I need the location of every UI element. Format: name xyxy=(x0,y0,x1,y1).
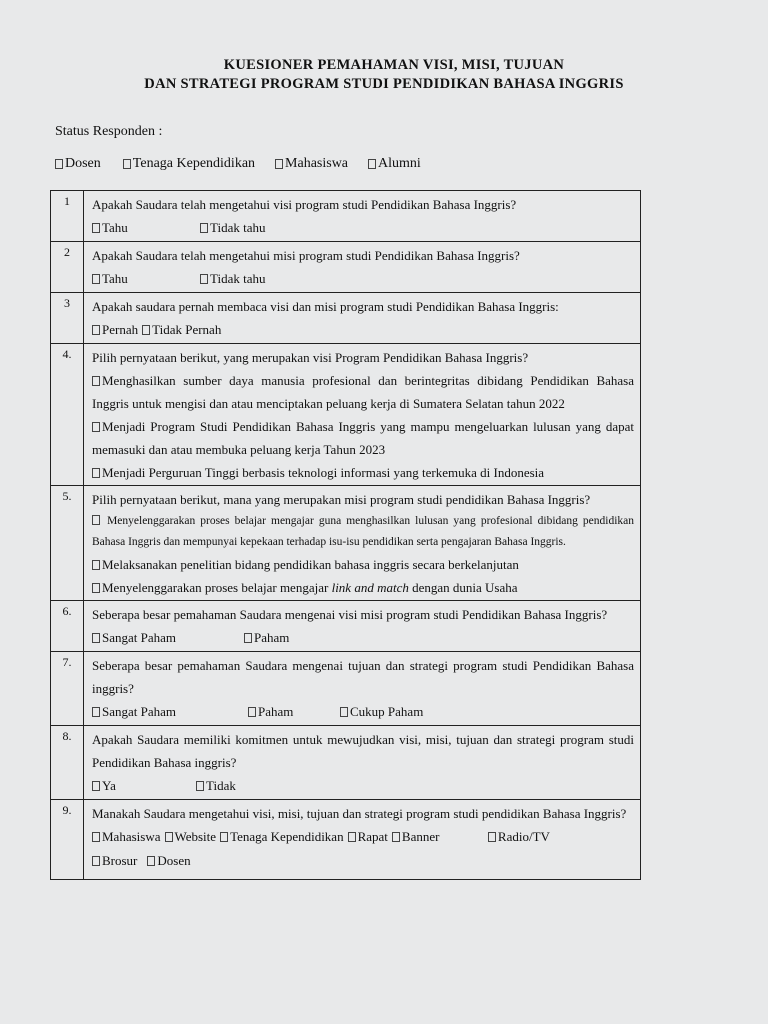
option-visi-b[interactable]: Menjadi Program Studi Pendidikan Bahasa Inggris yang mampu mengeluarkan lulusan yang dapat memasuki dan atau membuka peluang kerja Tahun 2023 xyxy=(92,419,634,457)
checkbox-icon[interactable] xyxy=(92,515,100,525)
question-number: 4. xyxy=(51,344,84,486)
question-text: Seberapa besar pemahaman Saudara mengenai visi misi program studi Pendidikan Bahasa Inggris? xyxy=(92,607,608,622)
option-visi-a[interactable]: Menghasilkan sumber daya manusia profesional dan berintegritas dibidang Pendidikan Bahasa Inggris untuk mengisi dan atau menciptakan peluang kerja di Sumatera Selatan tahun 2022 xyxy=(92,373,634,411)
option-tahu[interactable]: Tahu xyxy=(92,267,200,291)
question-number: 2 xyxy=(51,242,84,293)
checkbox-icon[interactable] xyxy=(55,159,63,169)
question-row-1 xyxy=(51,191,641,242)
option-radio-tv[interactable]: Radio/TV xyxy=(488,825,550,849)
status-option-mahasiswa[interactable]: Mahasiswa xyxy=(275,156,348,172)
option-misi-b[interactable]: Melaksanakan penelitian bidang pendidikan bahasa inggris secara berkelanjutan xyxy=(92,553,634,576)
checkbox-icon[interactable] xyxy=(340,707,348,717)
question-row-2 xyxy=(51,242,641,293)
checkbox-icon[interactable] xyxy=(392,832,400,842)
questionnaire-table xyxy=(50,190,641,880)
checkbox-icon[interactable] xyxy=(200,223,208,233)
option-website[interactable]: Website xyxy=(165,825,217,849)
question-text: Apakah saudara pernah membaca visi dan misi program studi Pendidikan Bahasa Inggris: xyxy=(92,299,559,314)
option-rapat[interactable]: Rapat xyxy=(348,825,388,849)
option-mahasiswa[interactable]: Mahasiswa xyxy=(92,825,161,849)
checkbox-icon[interactable] xyxy=(92,633,100,643)
document-title-line2: DAN STRATEGI PROGRAM STUDI PENDIDIKAN BAHASA INGGRIS xyxy=(144,76,624,92)
checkbox-icon[interactable] xyxy=(196,781,204,791)
checkbox-icon[interactable] xyxy=(220,832,228,842)
option-tenaga-kependidikan[interactable]: Tenaga Kependidikan xyxy=(220,825,344,849)
checkbox-icon[interactable] xyxy=(92,468,100,478)
question-text: Pilih pernyataan berikut, mana yang merupakan misi program studi pendidikan Bahasa Inggris? xyxy=(92,492,591,507)
option-paham[interactable]: Paham xyxy=(244,626,289,650)
question-row-3 xyxy=(51,293,641,344)
option-sangat-paham[interactable]: Sangat Paham xyxy=(92,626,244,650)
checkbox-icon[interactable] xyxy=(142,325,150,335)
question-row-6 xyxy=(51,601,641,652)
question-number: 9. xyxy=(51,800,84,880)
option-pernah[interactable]: Pernah xyxy=(92,318,138,342)
question-number: 3 xyxy=(51,293,84,344)
checkbox-icon[interactable] xyxy=(275,159,283,169)
option-misi-a[interactable]: Menyelenggarakan proses belajar mengajar guna menghasilkan lulusan yang profesional dibidang pendidikan Bahasa Inggris dan mempunyai kepekaan terhadap isu-isu pendidikan serta pengajaran Bahasa Inggris. xyxy=(92,515,635,548)
question-number: 5. xyxy=(51,486,84,601)
checkbox-icon[interactable] xyxy=(92,832,100,842)
question-text: Seberapa besar pemahaman Saudara mengenai tujuan dan strategi program studi Pendidikan Bahasa inggris? xyxy=(92,658,634,696)
question-row-9 xyxy=(51,800,641,880)
checkbox-icon[interactable] xyxy=(488,832,496,842)
status-option-tenaga[interactable]: Tenaga Kependidikan xyxy=(123,156,255,172)
checkbox-icon[interactable] xyxy=(368,159,376,169)
document-title-line1: KUESIONER PEMAHAMAN VISI, MISI, TUJUAN xyxy=(223,57,565,73)
question-number: 6. xyxy=(51,601,84,652)
checkbox-icon[interactable] xyxy=(248,707,256,717)
status-options xyxy=(55,156,441,172)
question-text: Apakah Saudara telah mengetahui misi program studi Pendidikan Bahasa Inggris? xyxy=(92,248,520,263)
status-option-alumni[interactable]: Alumni xyxy=(368,156,421,172)
question-number: 7. xyxy=(51,652,84,726)
option-tidak[interactable]: Tidak xyxy=(196,774,236,798)
option-ya[interactable]: Ya xyxy=(92,774,196,798)
checkbox-icon[interactable] xyxy=(92,223,100,233)
checkbox-icon[interactable] xyxy=(348,832,356,842)
checkbox-icon[interactable] xyxy=(147,856,155,866)
question-row-4 xyxy=(51,344,641,486)
checkbox-icon[interactable] xyxy=(92,583,100,593)
option-misi-c[interactable]: Menyelenggarakan proses belajar mengajar link and match dengan dunia Usaha xyxy=(92,576,634,599)
status-label: Status Responden : xyxy=(55,124,163,139)
question-text: Pilih pernyataan berikut, yang merupakan visi Program Pendidikan Bahasa Inggris? xyxy=(92,350,529,365)
option-paham[interactable]: Paham xyxy=(248,700,340,724)
question-row-5 xyxy=(51,486,641,601)
question-row-8 xyxy=(51,726,641,800)
question-row-7 xyxy=(51,652,641,726)
checkbox-icon[interactable] xyxy=(92,274,100,284)
question-text: Apakah Saudara memiliki komitmen untuk mewujudkan visi, misi, tujuan dan strategi program studi Pendidikan Bahasa inggris? xyxy=(92,732,634,770)
status-option-dosen[interactable]: Dosen xyxy=(55,156,101,172)
checkbox-icon[interactable] xyxy=(244,633,252,643)
option-banner[interactable]: Banner xyxy=(392,825,488,849)
checkbox-icon[interactable] xyxy=(92,560,100,570)
option-dosen[interactable]: Dosen xyxy=(147,849,190,873)
checkbox-icon[interactable] xyxy=(123,159,131,169)
option-sangat-paham[interactable]: Sangat Paham xyxy=(92,700,248,724)
question-text: Apakah Saudara telah mengetahui visi program studi Pendidikan Bahasa Inggris? xyxy=(92,197,517,212)
option-visi-c[interactable]: Menjadi Perguruan Tinggi berbasis teknologi informasi yang terkemuka di Indonesia xyxy=(92,461,634,484)
question-text: Manakah Saudara mengetahui visi, misi, tujuan dan strategi program studi pendidikan Bahasa Inggris? xyxy=(92,806,627,821)
option-tidak-pernah[interactable]: Tidak Pernah xyxy=(142,318,221,342)
checkbox-icon[interactable] xyxy=(200,274,208,284)
option-brosur[interactable]: Brosur xyxy=(92,849,137,873)
checkbox-icon[interactable] xyxy=(92,781,100,791)
checkbox-icon[interactable] xyxy=(92,376,100,386)
question-number: 8. xyxy=(51,726,84,800)
checkbox-icon[interactable] xyxy=(92,422,100,432)
checkbox-icon[interactable] xyxy=(92,856,100,866)
option-cukup-paham[interactable]: Cukup Paham xyxy=(340,700,423,724)
question-number: 1 xyxy=(51,191,84,242)
option-tidak-tahu[interactable]: Tidak tahu xyxy=(200,267,266,291)
checkbox-icon[interactable] xyxy=(165,832,173,842)
checkbox-icon[interactable] xyxy=(92,325,100,335)
option-tidak-tahu[interactable]: Tidak tahu xyxy=(200,216,266,240)
checkbox-icon[interactable] xyxy=(92,707,100,717)
option-tahu[interactable]: Tahu xyxy=(92,216,200,240)
